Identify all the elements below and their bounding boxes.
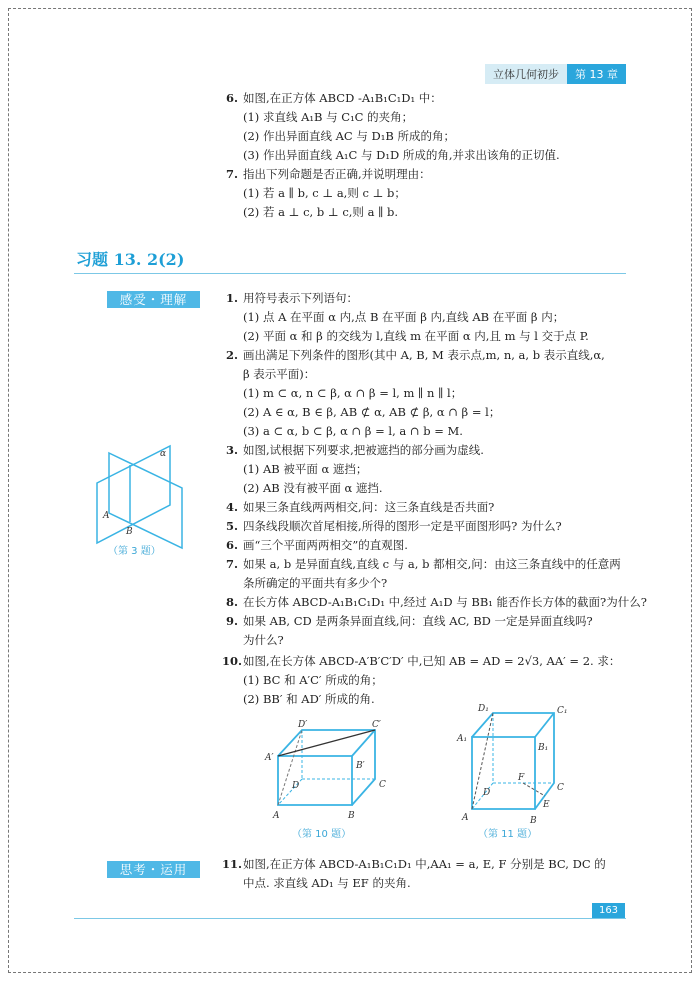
problem-number: 9. xyxy=(226,614,239,628)
fig10-caption: （第 10 题） xyxy=(292,829,352,840)
problem-text: (2) AB 没有被平面 α 遮挡. xyxy=(243,481,383,495)
problem-text: (1) 求直线 A₁B 与 C₁C 的夹角； xyxy=(243,110,414,124)
edge xyxy=(352,730,375,756)
problem-text: 如图,在正方体 ABCD -A₁B₁C₁D₁ 中： xyxy=(243,91,442,105)
problem-text: (2) A ∈ α, B ∈ β, AB ⊄ α, AB ⊄ β, α ∩ β = l； xyxy=(243,405,501,419)
problem-text: (1) 点 A 在平面 α 内,点 B 在平面 β 内,直线 AB 在平面 β 内； xyxy=(243,310,565,324)
problem-number: 7. xyxy=(226,167,239,181)
problem-number: 7. xyxy=(226,557,239,571)
fig11-label-F: F xyxy=(518,773,525,783)
front-face xyxy=(278,756,352,805)
fig11-label-C1: C₁ xyxy=(557,706,568,716)
problem-number: 1. xyxy=(226,291,239,305)
fig10-label-B: B xyxy=(348,811,355,821)
fig3-label-A: A xyxy=(103,511,110,521)
problem-text: 如图,试根据下列要求,把被遮挡的部分画为虚线. xyxy=(243,443,484,457)
fig11-label-C: C xyxy=(557,783,564,793)
problem-text: (1) m ⊂ α, n ⊂ β, α ∩ β = l, m ∥ n ∥ l； xyxy=(243,386,463,400)
problem-text: 如果三条直线两两相交,问：这三条直线是否共面? xyxy=(243,500,495,514)
chapter-label: 第 13 章 xyxy=(567,64,626,84)
fig3-label-B: B xyxy=(126,527,133,537)
plane-alpha xyxy=(97,446,170,543)
fig11-label-D1: D₁ xyxy=(478,704,489,714)
fig11-label-D: D xyxy=(483,788,491,798)
plane-beta xyxy=(109,453,182,548)
footer-divider xyxy=(74,918,626,919)
problem-text: 条所确定的平面共有多少个? xyxy=(243,576,388,590)
problem-text: (1) BC 和 A′C′ 所成的角； xyxy=(243,673,383,687)
page-number: 163 xyxy=(592,903,625,919)
problem-number: 6. xyxy=(226,91,239,105)
fig10-label-D: D xyxy=(292,781,300,791)
problem-text: 四条线段顺次首尾相接,所得的图形一定是平面图形吗? 为什么? xyxy=(243,519,562,533)
problem-text: 如果 AB, CD 是两条异面直线,问：直线 AC, BD 一定是异面直线吗? xyxy=(243,614,593,628)
section-badge-apply: 思考・运用 xyxy=(107,861,200,878)
problem-text: (1) 若 a ∥ b, c ⊥ a,则 c ⊥ b； xyxy=(243,186,406,200)
fig3-caption: （第 3 题） xyxy=(108,546,161,557)
problem-number: 10. xyxy=(222,654,243,668)
problem-text: (2) 平面 α 和 β 的交线为 l,直线 m 在平面 α 内,且 m 与 l 交于点 P. xyxy=(243,329,589,343)
edge xyxy=(535,713,554,737)
fig3-label-alpha: α xyxy=(160,449,167,459)
problem-text: (2) 作出异面直线 AC 与 D₁B 所成的角； xyxy=(243,129,455,143)
problem-text: 如图,在正方体 ABCD-A₁B₁C₁D₁ 中,AA₁ = a, E, F 分别是 BC, DC 的 xyxy=(243,857,606,871)
fig11-label-B1: B₁ xyxy=(538,743,549,753)
fig10-label-B1: B′ xyxy=(356,761,365,771)
problem-text: 在长方体 ABCD-A₁B₁C₁D₁ 中,经过 A₁D 与 BB₁ 能否作长方体的截面?为什么? xyxy=(243,595,647,609)
problem-text: 中点. 求直线 AD₁ 与 EF 的夹角. xyxy=(243,876,411,890)
problem-number: 5. xyxy=(226,519,239,533)
problem-text: 用符号表示下列语句： xyxy=(243,291,358,305)
fig11-label-A1: A₁ xyxy=(457,734,468,744)
problem-number: 8. xyxy=(226,595,239,609)
problem-text: (3) a ⊂ α, b ⊂ β, α ∩ β = l, a ∩ b = M. xyxy=(243,424,463,438)
problem-text: 为什么? xyxy=(243,633,284,647)
fig11-label-E: E xyxy=(543,800,550,810)
problem-text: (1) AB 被平面 α 遮挡； xyxy=(243,462,368,476)
book-section-label: 立体几何初步 xyxy=(485,64,567,84)
problem-number: 2. xyxy=(226,348,239,362)
section-badge-understand: 感受・理解 xyxy=(107,291,200,308)
problem-number: 11. xyxy=(222,857,243,871)
fig10-label-A: A xyxy=(273,811,280,821)
problem-text: 如果 a, b 是异面直线,直线 c 与 a, b 都相交,问：由这三条直线中的任意两 xyxy=(243,557,621,571)
problem-text: (2) 若 a ⊥ c, b ⊥ c,则 a ∥ b. xyxy=(243,205,399,219)
fig10-label-D1: D′ xyxy=(298,720,308,730)
exercise-title: 习题 13. 2(2) xyxy=(76,250,185,269)
fig11-label-A: A xyxy=(462,813,469,823)
problem-text: (3) 作出异面直线 A₁C 与 D₁D 所成的角,并求出该角的正切值. xyxy=(243,148,560,162)
fig10-label-C1: C′ xyxy=(372,720,381,730)
problem-text: β 表示平面)： xyxy=(243,367,316,381)
problem-number: 3. xyxy=(226,443,239,457)
problem-text: (2) BB′ 和 AD′ 所成的角. xyxy=(243,692,375,706)
fig10-label-C: C xyxy=(379,780,386,790)
problem-number: 4. xyxy=(226,500,239,514)
front-face xyxy=(472,737,535,809)
problem-text: 指出下列命题是否正确,并说明理由： xyxy=(243,167,431,181)
fig11-label-B: B xyxy=(530,816,537,826)
problem-text: 画“三个平面两两相交”的直观图. xyxy=(243,538,408,552)
problem-text: 如图,在长方体 ABCD-A′B′C′D′ 中,已知 AB = AD = 2√3, AA′ = 2. 求： xyxy=(243,654,621,668)
fig11-caption: （第 11 题） xyxy=(478,829,538,840)
problem-text: 画出满足下列条件的图形(其中 A, B, M 表示点,m, n, a, b 表示直线,α, xyxy=(243,348,605,362)
fig10-label-A1: A′ xyxy=(265,753,274,763)
figure-3-planes xyxy=(97,446,182,548)
problem-number: 6. xyxy=(226,538,239,552)
diagonal-A1C1 xyxy=(278,730,375,756)
